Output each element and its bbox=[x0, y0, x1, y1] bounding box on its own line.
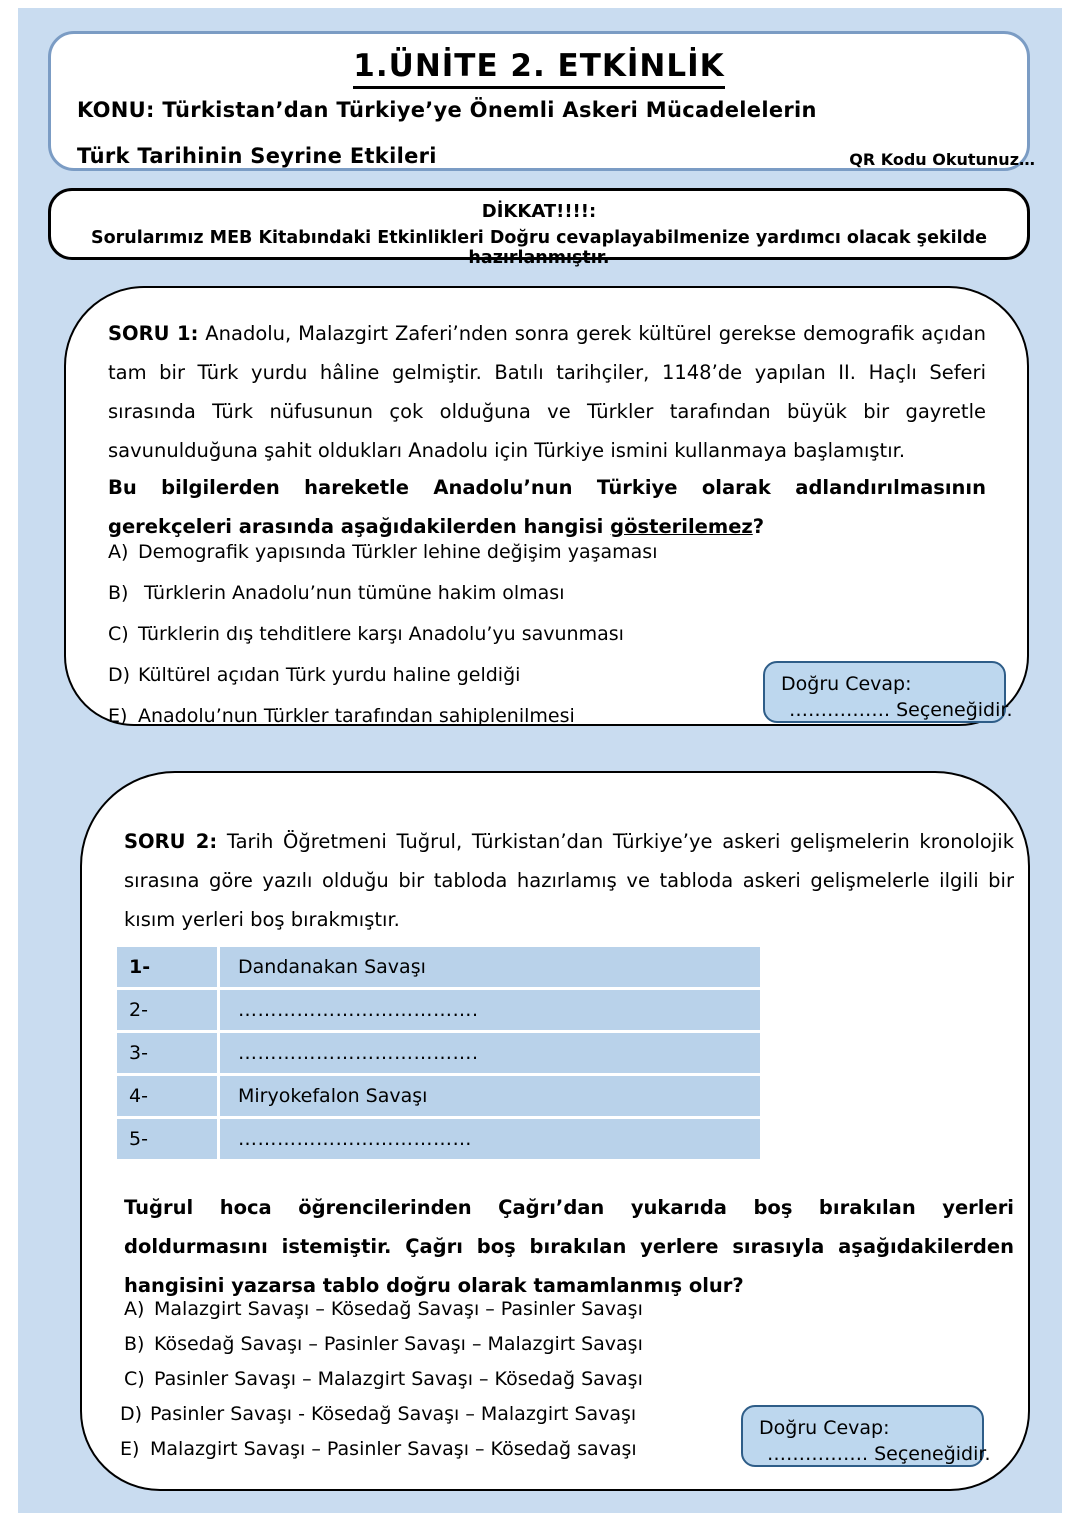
question-1-label: SORU 1: bbox=[108, 322, 199, 345]
question-2-option-e-text: Malazgirt Savaşı – Pasinler Savaşı – Kösedağ savaşı bbox=[150, 1438, 637, 1460]
notice-text: Sorularımız MEB Kitabındaki Etkinlikleri Doğru cevaplayabilmenize yardımcı olacak şekilde hazırlanmıştır. bbox=[91, 228, 987, 268]
table-row-number: 3- bbox=[117, 1033, 220, 1073]
question-1-stem-underlined: gösterilemez bbox=[610, 515, 753, 538]
question-2-option-a-text: Malazgirt Savaşı – Kösedağ Savaşı – Pasinler Savaşı bbox=[154, 1298, 643, 1320]
question-1-answer-box[interactable] bbox=[763, 661, 1013, 723]
table-row-number: 5- bbox=[117, 1119, 220, 1159]
question-2-option-d-text: Pasinler Savaşı - Kösedağ Savaşı – Malazgirt Savaşı bbox=[150, 1403, 637, 1425]
question-2-option-b-text: Kösedağ Savaşı – Pasinler Savaşı – Malazgirt Savaşı bbox=[154, 1333, 643, 1355]
table-row-number: 1- bbox=[117, 947, 220, 987]
question-2-option-b-letter: B) bbox=[124, 1333, 145, 1355]
table-row-blank[interactable]: ………………………………. bbox=[220, 1033, 760, 1073]
question-2-option-c[interactable] bbox=[124, 1368, 643, 1390]
question-1-option-e[interactable] bbox=[108, 705, 575, 727]
notice-title: DİKKAT!!!!: bbox=[481, 201, 597, 222]
question-2-answer-label: Doğru Cevap: bbox=[759, 1417, 890, 1439]
qr-instruction-label: QR Kodu Okutunuz… bbox=[849, 150, 1035, 169]
table-row bbox=[117, 1119, 760, 1159]
question-2-option-e[interactable] bbox=[120, 1438, 637, 1460]
question-2-option-d[interactable] bbox=[120, 1403, 636, 1425]
question-1-panel bbox=[64, 286, 1029, 726]
notice-box bbox=[48, 188, 1030, 268]
subject-line-2: Türk Tarihinin Seyrine Etkileri bbox=[77, 144, 437, 168]
question-2-answer-box[interactable] bbox=[741, 1405, 991, 1467]
question-2-option-b[interactable] bbox=[124, 1333, 643, 1355]
question-1-option-d[interactable] bbox=[108, 664, 520, 686]
table-row bbox=[117, 1076, 760, 1116]
question-1-option-b[interactable] bbox=[108, 582, 565, 604]
question-2-passage bbox=[124, 822, 1014, 939]
question-2-passage-text: Tarih Öğretmeni Tuğrul, Türkistan’dan Türkiye’ye askeri gelişmelerin kronolojik sırasına göre yazılı olduğu bir tabloda hazırlamış ve tabloda askeri gelişmelerle ilgili bir kısım yerleri boş bırakmıştır. bbox=[124, 830, 1014, 931]
table-row-blank[interactable]: ………………………………. bbox=[220, 990, 760, 1030]
question-2-option-d-letter: D) bbox=[120, 1403, 143, 1425]
table-row bbox=[117, 990, 760, 1030]
question-1-stem bbox=[108, 468, 986, 546]
table-row-value: Miryokefalon Savaşı bbox=[220, 1076, 760, 1116]
question-2-stem: Tuğrul hoca öğrencilerinden Çağrı’dan yukarıda boş bırakılan yerleri doldurmasını istemiştir. Çağrı boş bırakılan yerlere sırasıyla aşağıdakilerden hangisini yazarsa tablo doğru olarak tamamlanmış olur? bbox=[124, 1196, 1014, 1297]
question-2-option-c-letter: C) bbox=[124, 1368, 145, 1390]
question-1-option-e-text: Anadolu’nun Türkler tarafından sahiplenilmesi bbox=[138, 705, 575, 727]
question-2-option-a-letter: A) bbox=[124, 1298, 145, 1320]
question-1-answer-blank: ……………. Seçeneğidir. bbox=[789, 699, 1013, 721]
question-1-passage bbox=[108, 314, 986, 470]
question-1-option-b-text: Türklerin Anadolu’nun tümüne hakim olması bbox=[138, 582, 565, 604]
page-title bbox=[51, 48, 1027, 84]
table-row bbox=[117, 947, 760, 987]
question-1-option-b-letter: B) bbox=[108, 582, 129, 604]
question-1-option-d-letter: D) bbox=[108, 664, 131, 686]
table-row-value: Dandanakan Savaşı bbox=[220, 947, 760, 987]
subject-line-1: KONU: Türkistan’dan Türkiye’ye Önemli Askeri Mücadelelerin bbox=[77, 98, 817, 122]
question-2-option-a[interactable] bbox=[124, 1298, 643, 1320]
question-1-option-c[interactable] bbox=[108, 623, 624, 645]
table-row-number: 2- bbox=[117, 990, 220, 1030]
chronology-table bbox=[117, 944, 760, 1162]
question-1-option-e-letter: E) bbox=[108, 705, 128, 727]
header-box bbox=[48, 31, 1035, 171]
question-2-answer-blank: ……………. Seçeneğidir. bbox=[767, 1443, 991, 1465]
table-row bbox=[117, 1033, 760, 1073]
question-1-stem-after: ? bbox=[752, 515, 765, 538]
page-title-text: 1.ÜNİTE 2. ETKİNLİK bbox=[353, 48, 724, 89]
question-1-passage-text: Anadolu, Malazgirt Zaferi’nden sonra gerek kültürel gerekse demografik açıdan tam bir Türk yurdu hâline gelmiştir. Batılı tarihçiler, 1148’de yapılan II. Haçlı Seferi sırasında Türk nüfusunun çok olduğuna ve Türkler tarafından büyük bir gayretle savunulduğuna şahit oldukları Anadolu için Türkiye ismini kullanmaya başlamıştır. bbox=[108, 322, 986, 462]
question-1-answer-label: Doğru Cevap: bbox=[781, 673, 912, 695]
question-1-stem-before: Bu bilgilerden hareketle Anadolu’nun Türkiye olarak adlandırılmasının gerekçeleri arasında aşağıdakilerden hangisi bbox=[108, 476, 986, 538]
question-1-option-a-letter: A) bbox=[108, 541, 129, 563]
question-1-option-a-text: Demografik yapısında Türkler lehine değişim yaşaması bbox=[138, 541, 658, 563]
question-1-option-c-letter: C) bbox=[108, 623, 129, 645]
chronology-table-body bbox=[117, 947, 760, 1159]
question-1-option-d-text: Kültürel açıdan Türk yurdu haline geldiği bbox=[138, 664, 521, 686]
question-2-label: SORU 2: bbox=[124, 830, 218, 853]
table-row-number: 4- bbox=[117, 1076, 220, 1116]
table-row-blank[interactable]: ……………………………… bbox=[220, 1119, 760, 1159]
question-1-option-a[interactable] bbox=[108, 541, 657, 563]
question-1-option-c-text: Türklerin dış tehditlere karşı Anadolu’yu savunması bbox=[138, 623, 624, 645]
question-2-option-e-letter: E) bbox=[120, 1438, 140, 1460]
question-2-option-c-text: Pasinler Savaşı – Malazgirt Savaşı – Kösedağ Savaşı bbox=[154, 1368, 643, 1390]
